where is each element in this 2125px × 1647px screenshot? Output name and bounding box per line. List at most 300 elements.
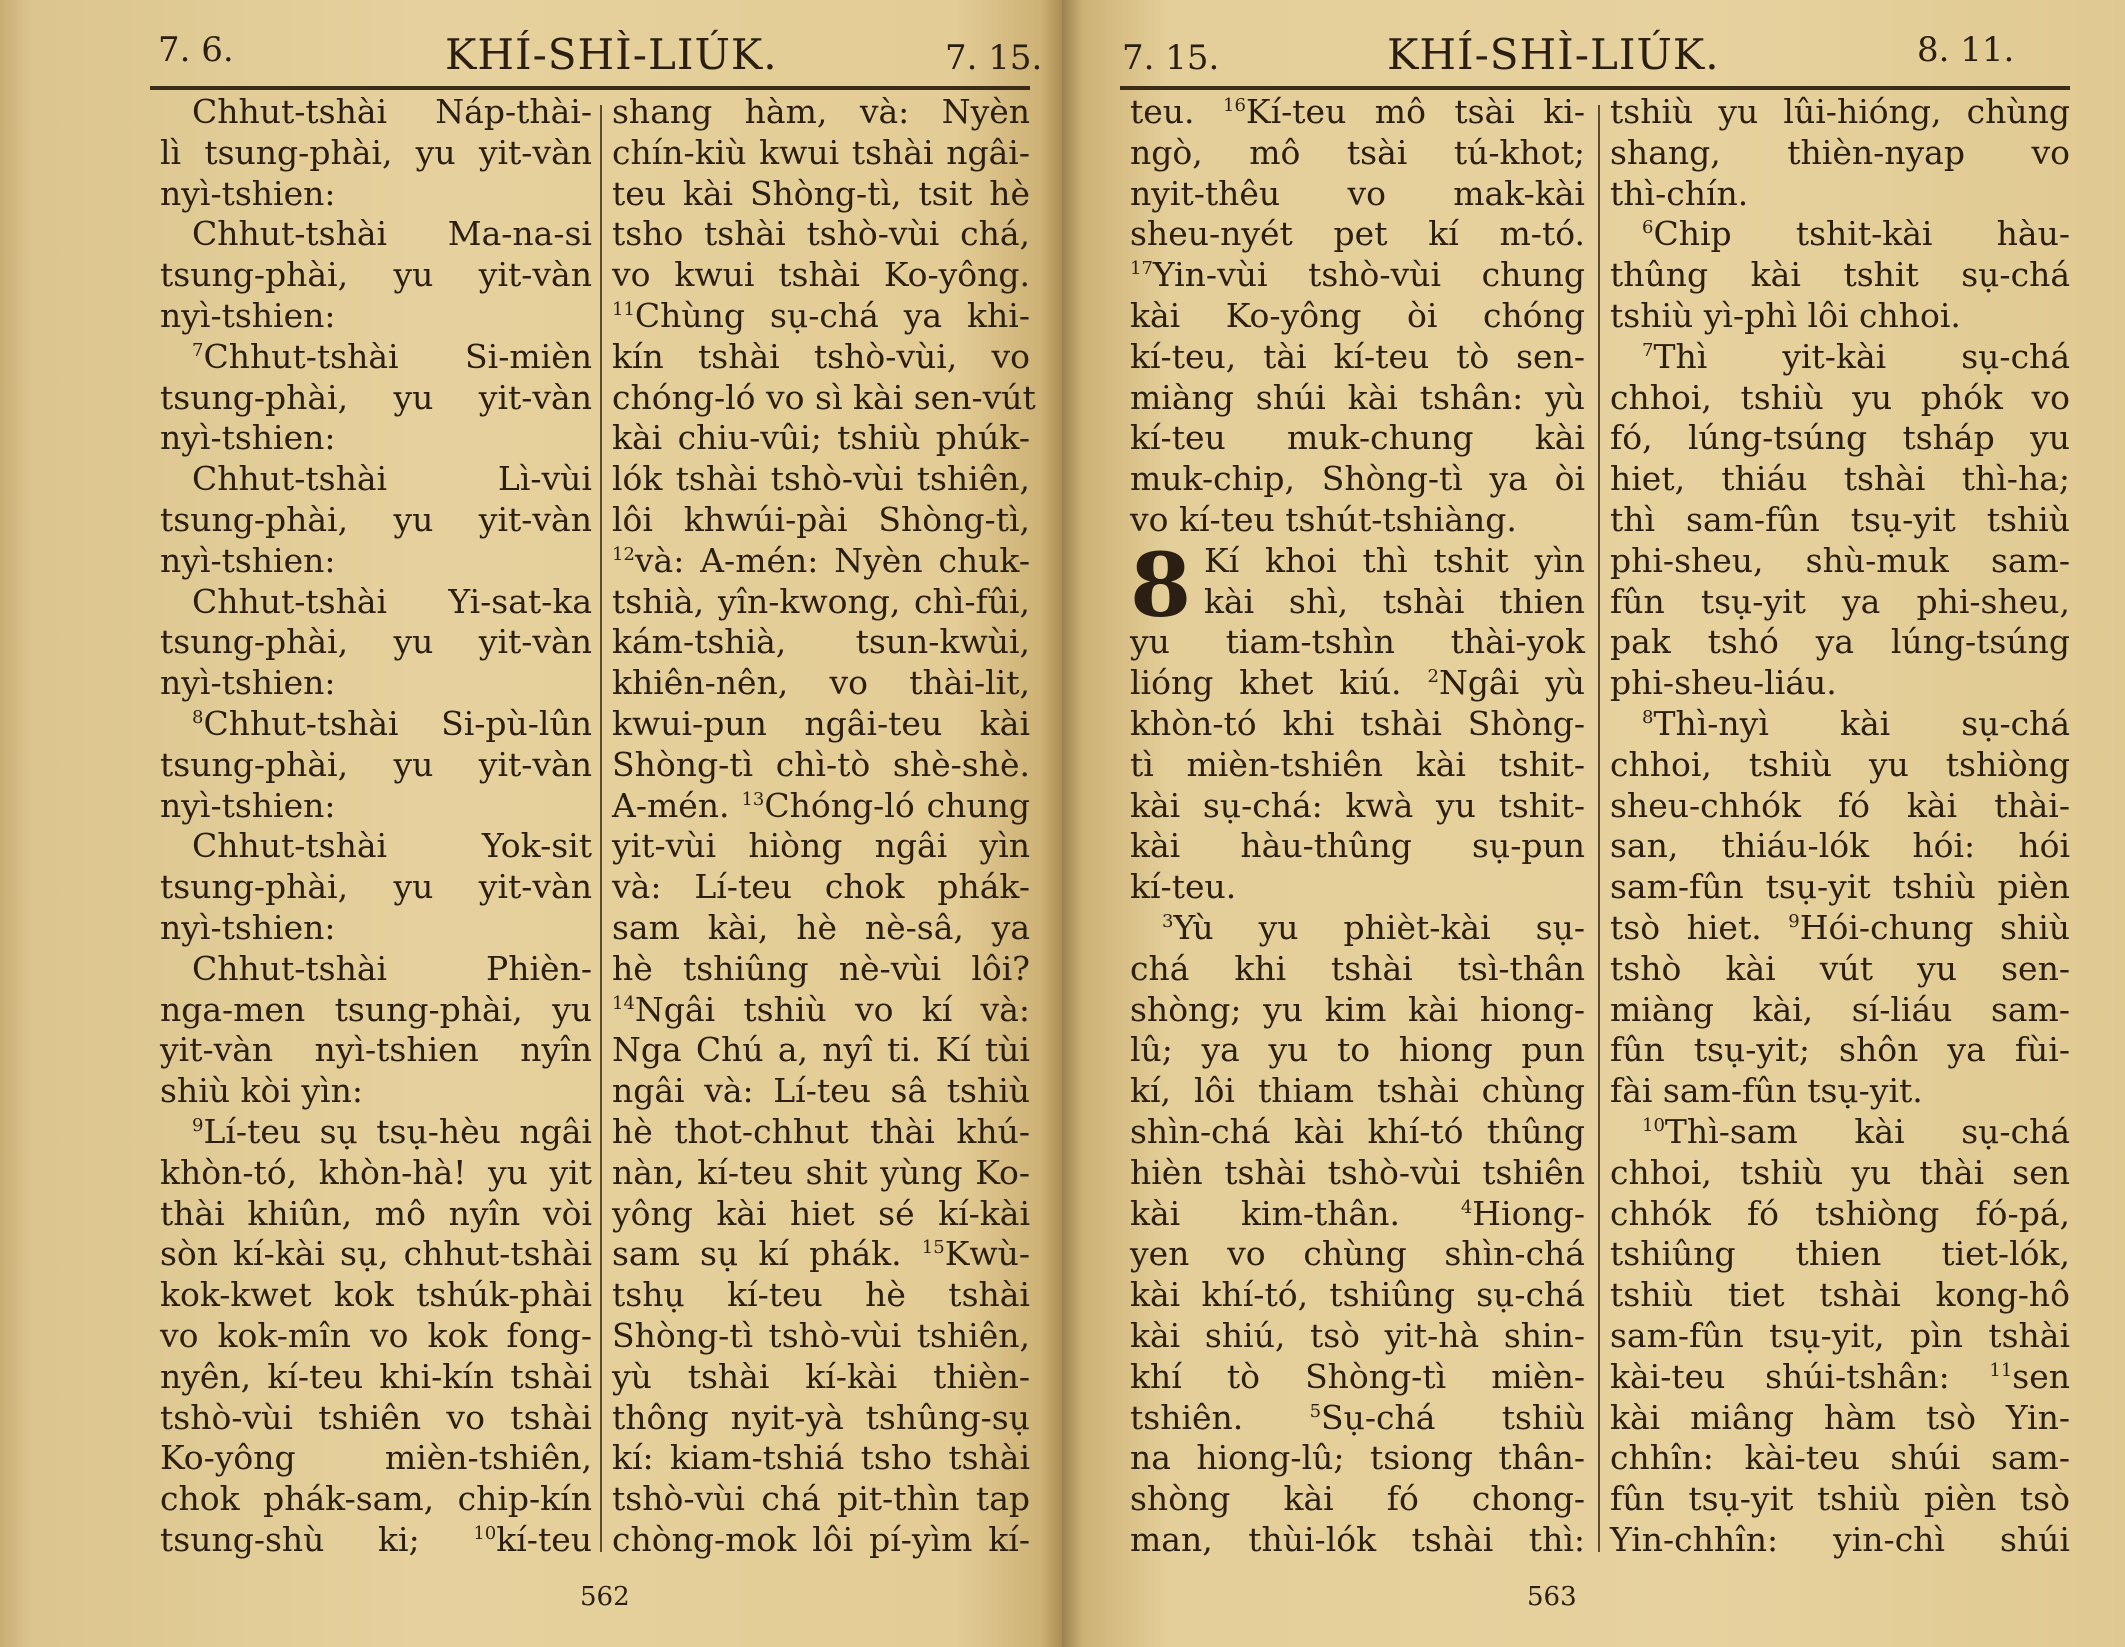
- left-page-number: 562: [580, 1582, 630, 1612]
- line-text: chá khi tshài tsì-thân: [1130, 948, 1585, 988]
- text-line: [160, 337, 592, 378]
- line-text: tshiûng thien tiet-lók,: [1610, 1234, 2070, 1274]
- line-text: miàng kài, sí-liáu sam-: [1610, 989, 2070, 1029]
- text-line: [1610, 174, 2070, 215]
- line-text: nyì-tshien:: [160, 173, 336, 213]
- left-header-rule: [150, 86, 1030, 90]
- text-line: [612, 867, 1030, 908]
- text-line: [612, 745, 1030, 786]
- right-page-number: 563: [1527, 1582, 1577, 1612]
- text-line: [612, 1479, 1030, 1520]
- line-text: tsung-phài, yu yit-vàn: [160, 255, 592, 295]
- line-text: tshò-vùi tshiên vo tshài: [160, 1397, 592, 1437]
- line-text: lû; ya yu to hiong pun: [1130, 1030, 1585, 1070]
- line-text: sòn kí-kài sụ, chhut-tshài: [160, 1234, 592, 1274]
- line-text: tsung-phài, yu yit-vàn: [160, 867, 592, 907]
- text-line: [1130, 867, 1585, 908]
- text-line: [1130, 1071, 1585, 1112]
- line-text: khí tò Shòng-tì mièn-: [1130, 1356, 1585, 1396]
- text-line: [1610, 296, 2070, 337]
- line-text: tshò-vùi chá pit-thìn tap: [612, 1479, 1030, 1519]
- line-text: thông nyit-yà tshûng-sụ: [612, 1397, 1030, 1437]
- text-line: [1610, 1275, 2070, 1316]
- line-text: tshiù yu lûi-hióng, chùng: [1610, 92, 2070, 131]
- line-text: kài Ko-yông òi chóng: [1130, 295, 1585, 335]
- text-line: [1610, 704, 2070, 745]
- line-text: nàn, kí-teu shit yùng Ko-: [612, 1152, 1030, 1192]
- line-text: và: A-mén: Nyèn chuk-: [634, 540, 1030, 580]
- text-line: [1610, 418, 2070, 459]
- line-text: kài khí-tó, tshiûng sụ-chá: [1130, 1275, 1585, 1315]
- verse-number: 5: [1309, 1400, 1322, 1422]
- text-line: [1610, 1398, 2070, 1439]
- text-line: [612, 1316, 1030, 1357]
- line-text: tsung-phài, yu yit-vàn: [160, 377, 592, 417]
- line-text: thì-chín.: [1610, 173, 1749, 213]
- line-text: Ngâi tshiù vo kí và:: [634, 989, 1030, 1029]
- line-text: Thì-sam kài sụ-chá: [1664, 1111, 2070, 1151]
- verse-number: 7: [192, 339, 204, 361]
- text-line: [160, 990, 592, 1031]
- line-text: khiên-nên, vo thài-lit,: [612, 663, 1030, 703]
- line-text: tì mièn-tshiên kài tshit-: [1130, 744, 1585, 784]
- text-line: [1130, 214, 1585, 255]
- line-text: tshiù tiet tshài kong-hô: [1610, 1275, 2070, 1315]
- chapter-start: [1130, 532, 1585, 637]
- verse-number: 11: [1989, 1359, 2013, 1381]
- text-line: [160, 214, 592, 255]
- line-text: Chip tshit-kài hàu-: [1653, 214, 2070, 254]
- text-line: [1610, 622, 2070, 663]
- text-line: [160, 296, 592, 337]
- text-line: [1610, 1194, 2070, 1235]
- line-text: nyên, kí-teu khi-kín tshài: [160, 1356, 592, 1396]
- text-line: [1610, 990, 2070, 1031]
- right-page-header: [1062, 22, 2125, 82]
- text-line: [160, 786, 592, 827]
- text-line: [1130, 1234, 1585, 1275]
- right-page: [1062, 0, 2125, 1647]
- verse-number: 11: [612, 298, 635, 320]
- line-text: tsung-phài, yu yit-vàn: [160, 499, 592, 539]
- line-text: kí-teu, tài kí-teu tò sen-: [1130, 336, 1585, 376]
- text-line: [160, 1438, 592, 1479]
- line-text: Nga Chú a, nyî ti. Kí tùi: [612, 1030, 1030, 1070]
- left-header-title: KHÍ-SHÌ-LIÚK.: [445, 30, 778, 79]
- line-text: nga-men tsung-phài, yu: [160, 989, 592, 1029]
- line-text: Chóng-ló chung: [764, 785, 1030, 825]
- line-text: shiù kòi yìn:: [160, 1071, 363, 1111]
- text-line: [1610, 1030, 2070, 1071]
- line-text: shòng kài fó chong-: [1130, 1479, 1585, 1519]
- line-text: và: Lí-teu chok phák-: [612, 867, 1030, 907]
- verse-number: 9: [192, 1114, 204, 1136]
- text-line: [160, 1153, 592, 1194]
- text-line: [1610, 867, 2070, 908]
- right-header-end-ref: 8. 11.: [1917, 30, 2015, 70]
- verse-number: 8: [1642, 706, 1654, 728]
- line-text: khòn-tó, khòn-hà! yu yit: [160, 1152, 592, 1192]
- text-line: [160, 500, 592, 541]
- text-line: [612, 1194, 1030, 1235]
- text-line: [612, 1357, 1030, 1398]
- chapter-number: 8: [1130, 532, 1192, 637]
- text-line: [612, 704, 1030, 745]
- text-line: [612, 500, 1030, 541]
- left-page: [0, 0, 1062, 1647]
- line-text: kí-teu: [496, 1519, 592, 1559]
- text-line: [1130, 255, 1585, 296]
- text-line: [160, 418, 592, 459]
- text-line: [160, 582, 592, 623]
- text-line: [160, 745, 592, 786]
- text-line: [160, 1112, 592, 1153]
- verse-number: 10: [473, 1522, 497, 1544]
- line-text: na hiong-lû; tsiong thân-: [1130, 1438, 1585, 1478]
- verse-number: 9: [1788, 910, 1800, 932]
- text-line: [1610, 214, 2070, 255]
- text-line: [1130, 826, 1585, 867]
- text-line: [1610, 1071, 2070, 1112]
- text-line: [1130, 92, 1585, 133]
- text-line: [612, 459, 1030, 500]
- text-line: [1130, 1438, 1585, 1479]
- line-text: Kí-teu mô tsài ki-: [1245, 92, 1585, 131]
- line-text: kí-teu muk-chung kài: [1130, 418, 1585, 458]
- text-line: [1130, 1194, 1585, 1235]
- line-text: vo kí-teu tshút-tshiàng.: [1130, 499, 1517, 539]
- text-line: [1130, 704, 1585, 745]
- text-line: [612, 1030, 1030, 1071]
- text-line: [1610, 663, 2070, 704]
- line-text: Lí-teu sụ tsụ-hèu ngâi: [203, 1111, 592, 1151]
- text-line: [612, 541, 1030, 582]
- text-line: [1610, 133, 2070, 174]
- line-text: tshiên.: [1130, 1397, 1244, 1437]
- line-text: Chhut-tshài Phièn-: [192, 948, 592, 988]
- text-line: [1130, 296, 1585, 337]
- line-text: tsung-phài, yu yit-vàn: [160, 622, 592, 662]
- text-line: [612, 1398, 1030, 1439]
- text-line: [1130, 1479, 1585, 1520]
- line-text: Ngâi yù: [1438, 663, 1585, 703]
- text-line: [612, 1071, 1030, 1112]
- line-text: tsho tshài tshò-vùi chá,: [612, 214, 1030, 254]
- text-line: [1610, 378, 2070, 419]
- verse-number: 8: [192, 706, 204, 728]
- line-text: Shòng-tì chì-tò shè-shè.: [612, 744, 1030, 784]
- text-line: [1130, 418, 1585, 459]
- line-text: tshò kài vút yu sen-: [1610, 948, 2070, 988]
- text-line: [612, 1520, 1030, 1561]
- line-text: nyì-tshien:: [160, 663, 336, 703]
- line-text: hè tshiûng nè-vùi lôi?: [612, 948, 1030, 988]
- line-text: kài kim-thân.: [1130, 1193, 1400, 1233]
- line-text: chhoi, tshiù yu thài sen: [1610, 1152, 2070, 1192]
- line-text: shìn-chá kài khí-tó thûng: [1130, 1111, 1585, 1151]
- line-text: vo kwui tshài Ko-yông.: [612, 255, 1030, 295]
- line-text: kài chiu-vûi; tshiù phúk-: [612, 418, 1030, 458]
- text-line: [1610, 1479, 2070, 1520]
- line-text: thì sam-fûn tsụ-yit tshiù: [1610, 499, 2070, 539]
- text-line: [1610, 1357, 2070, 1398]
- line-text: Shòng-tì tshò-vùi tshiên,: [612, 1315, 1030, 1355]
- line-text: tshiù yì-phì lôi chhoi.: [1610, 295, 1961, 335]
- text-line: [612, 92, 1030, 133]
- line-text: Chhut-tshài Ma-na-si: [192, 214, 592, 254]
- text-line: [1130, 459, 1585, 500]
- line-text: chok phák-sam, chip-kín: [160, 1479, 592, 1519]
- right-column-divider: [1598, 105, 1600, 1552]
- verse-number: 4: [1460, 1196, 1473, 1218]
- text-line: [1610, 1316, 2070, 1357]
- line-text: muk-chip, Shòng-tì ya òi: [1130, 459, 1585, 499]
- text-line: [612, 1234, 1030, 1275]
- line-text: kài shiú, tsò yit-hà shin-: [1130, 1315, 1585, 1355]
- line-text: fûn tsụ-yit; shôn ya fùi-: [1610, 1030, 2070, 1070]
- line-text: Thì-nyì kài sụ-chá: [1653, 703, 2070, 743]
- text-line: [1610, 745, 2070, 786]
- text-line: [1130, 1398, 1585, 1439]
- line-text: thài khiûn, mô nyîn vòi: [160, 1193, 592, 1233]
- line-text: chhoi, tshiù yu tshiòng: [1610, 744, 2070, 784]
- right-page-column-2: [1610, 92, 2070, 1565]
- line-text: Hiong-: [1472, 1193, 1585, 1233]
- text-line: [160, 908, 592, 949]
- text-line: [612, 949, 1030, 990]
- text-line: [160, 1030, 592, 1071]
- line-text: chhîn: kài-teu shúi sam-: [1610, 1438, 2070, 1478]
- text-line: [160, 826, 592, 867]
- text-line: [612, 786, 1030, 827]
- line-text: Chhut-tshài Náp-thài-: [192, 92, 592, 131]
- text-line: [612, 1112, 1030, 1153]
- line-text: kí: kiam-tshiá tsho tshài: [612, 1438, 1030, 1478]
- line-text: san, thiáu-lók hói: hói: [1610, 826, 2070, 866]
- verse-number: 6: [1642, 217, 1654, 239]
- verse-number: 2: [1427, 666, 1439, 688]
- text-line: [1130, 1520, 1585, 1561]
- text-line: [160, 378, 592, 419]
- text-line: [160, 1520, 592, 1561]
- text-line: [160, 1398, 592, 1439]
- line-text: tsung-phài, yu yit-vàn: [160, 744, 592, 784]
- text-line: [160, 663, 592, 704]
- text-line: [1130, 949, 1585, 990]
- text-line: [1610, 1234, 2070, 1275]
- chapter-second-line: kài shì, tshài thien: [1204, 581, 1585, 621]
- line-text: Yin-chhîn: yin-chì shúi: [1610, 1519, 2070, 1559]
- text-line: [160, 1234, 592, 1275]
- text-line: [1130, 786, 1585, 827]
- text-line: [1610, 1112, 2070, 1153]
- text-line: [160, 133, 592, 174]
- line-text: Chhut-tshài Si-mièn: [203, 336, 592, 376]
- line-text: Kwù-: [944, 1234, 1030, 1274]
- text-line: [1130, 174, 1585, 215]
- line-text: kín tshài tshò-vùi, vo: [612, 336, 1030, 376]
- text-line: [1130, 1275, 1585, 1316]
- line-text: vo kok-mîn vo kok fong-: [160, 1315, 592, 1355]
- text-line: [1130, 500, 1585, 541]
- line-text: phi-sheu, shù-muk sam-: [1610, 540, 2070, 580]
- text-line: [1610, 459, 2070, 500]
- line-text: yu tiam-tshìn thài-yok: [1130, 622, 1585, 662]
- text-line: [612, 990, 1030, 1031]
- line-text: tsò hiet.: [1610, 907, 1762, 947]
- line-text: A-mén.: [612, 785, 730, 825]
- line-text: ngò, mô tsài tú-khot;: [1130, 132, 1585, 172]
- text-line: [612, 255, 1030, 296]
- line-text: lióng khet kiú.: [1130, 663, 1402, 703]
- text-line: [160, 1275, 592, 1316]
- line-text: yit-vàn nyì-tshien nyîn: [160, 1030, 592, 1070]
- line-text: fûn tsụ-yit ya phi-sheu,: [1610, 581, 2070, 621]
- line-text: teu.: [1130, 92, 1195, 131]
- line-text: hè thot-chhut thài khú-: [612, 1111, 1030, 1151]
- text-line: [612, 296, 1030, 337]
- line-text: nyì-tshien:: [160, 418, 336, 458]
- text-line: [1130, 663, 1585, 704]
- line-text: tshụ kí-teu hè tshài: [612, 1275, 1030, 1315]
- text-line: [612, 622, 1030, 663]
- text-line: [1130, 908, 1585, 949]
- line-text: chòng-mok lôi pí-yìm kí-: [612, 1519, 1030, 1559]
- verse-number: 17: [1130, 258, 1153, 280]
- text-line: [612, 214, 1030, 255]
- text-line: [160, 1316, 592, 1357]
- text-line: [160, 1357, 592, 1398]
- text-line: [1610, 582, 2070, 623]
- text-line: [1610, 1153, 2070, 1194]
- text-line: [160, 704, 592, 745]
- line-text: kài miâng hàm tsò Yin-: [1610, 1397, 2070, 1437]
- line-text: Yin-vùi tshò-vùi chung: [1152, 255, 1585, 295]
- verse-number: 13: [741, 788, 765, 810]
- text-line: [1610, 500, 2070, 541]
- line-text: shang hàm, và: Nyèn: [612, 92, 1030, 131]
- text-line: [1610, 908, 2070, 949]
- text-line: [612, 1153, 1030, 1194]
- line-text: pak tshó ya lúng-tsúng: [1610, 622, 2070, 662]
- line-text: kok-kwet kok tshúk-phài: [160, 1275, 592, 1315]
- text-line: [612, 133, 1030, 174]
- text-line: [1610, 255, 2070, 296]
- line-text: kí-teu.: [1130, 867, 1237, 907]
- text-line: [612, 908, 1030, 949]
- line-text: yit-vùi hiòng ngâi yìn: [612, 826, 1030, 866]
- line-text: Chhut-tshài Si-pù-lûn: [203, 703, 592, 743]
- line-text: Sụ-chá tshiù: [1321, 1397, 1585, 1437]
- text-line: [160, 541, 592, 582]
- line-text: sheu-nyét pet kí m-tó.: [1130, 214, 1585, 254]
- line-text: shang, thièn-nyap vo: [1610, 132, 2070, 172]
- line-text: Chhut-tshài Lì-vùi: [192, 459, 592, 499]
- left-column-divider: [600, 105, 602, 1552]
- line-text: sam sụ kí phák.: [612, 1234, 902, 1274]
- line-text: phi-sheu-liáu.: [1610, 663, 1837, 703]
- text-line: [160, 867, 592, 908]
- text-line: [160, 622, 592, 663]
- line-text: miàng shúi kài tshân: yù: [1130, 377, 1585, 417]
- line-text: lì tsung-phài, yu yit-vàn: [160, 132, 592, 172]
- line-text: lôi khwúi-pài Shòng-tì,: [612, 499, 1030, 539]
- verse-number: 10: [1642, 1114, 1665, 1136]
- verse-number: 12: [612, 543, 635, 565]
- text-line: [160, 255, 592, 296]
- line-text: kí, lôi thiam tshài chùng: [1130, 1071, 1585, 1111]
- line-text: tshià, yîn-kwong, chì-fûi,: [612, 581, 1030, 621]
- text-line: [160, 949, 592, 990]
- line-text: nyit-thêu vo mak-kài: [1130, 173, 1585, 213]
- verse-number: 3: [1162, 910, 1174, 932]
- line-text: chhoi, tshiù yu phók vo: [1610, 377, 2070, 417]
- line-text: sheu-chhók fó kài thài-: [1610, 785, 2070, 825]
- text-line: [1130, 745, 1585, 786]
- line-text: ngâi và: Lí-teu sâ tshiù: [612, 1071, 1030, 1111]
- text-line: [1130, 622, 1585, 663]
- right-header-title: KHÍ-SHÌ-LIÚK.: [1387, 30, 1720, 79]
- text-line: [1610, 1438, 2070, 1479]
- text-line: [612, 582, 1030, 623]
- line-text: Hói-chung shiù: [1799, 907, 2070, 947]
- line-text: Ko-yông mièn-tshiên,: [160, 1438, 592, 1478]
- line-text: nyì-tshien:: [160, 907, 336, 947]
- line-text: chín-kiù kwui tshài ngâi-: [612, 132, 1030, 172]
- line-text: kài-teu shúi-tshân:: [1610, 1356, 1950, 1396]
- line-text: nyì-tshien:: [160, 295, 336, 335]
- line-text: yen vo chùng shìn-chá: [1130, 1234, 1585, 1274]
- line-text: Chhut-tshài Yi-sat-ka: [192, 581, 592, 621]
- text-line: [1130, 1316, 1585, 1357]
- left-page-header: [0, 22, 1062, 82]
- text-line: [1610, 826, 2070, 867]
- line-text: tsung-shù ki;: [160, 1519, 420, 1559]
- verse-number: 14: [612, 992, 635, 1014]
- text-line: [1130, 1030, 1585, 1071]
- line-text: sam-fûn tsụ-yit, pìn tshài: [1610, 1315, 2070, 1355]
- left-page-column-1: [160, 92, 592, 1565]
- text-line: [1130, 1153, 1585, 1194]
- right-page-column-1: [1130, 92, 1585, 1565]
- verse-number: 15: [921, 1237, 945, 1259]
- text-line: [612, 377, 1036, 419]
- verse-number: 7: [1642, 339, 1654, 361]
- line-text: sam-fûn tsụ-yit tshiù pièn: [1610, 867, 2070, 907]
- text-line: [1130, 133, 1585, 174]
- left-page-column-2: [612, 92, 1036, 1565]
- line-text: teu kài Shòng-tì, tsit hè: [612, 173, 1030, 213]
- text-line: [1130, 1112, 1585, 1153]
- text-line: [612, 418, 1030, 459]
- text-line: [160, 1479, 592, 1520]
- text-line: [612, 337, 1030, 378]
- line-text: thûng kài tshit sụ-chá: [1610, 255, 2070, 295]
- right-header-rule: [1120, 86, 2070, 90]
- line-text: fó, lúng-tsúng tsháp yu: [1610, 418, 2070, 458]
- verse-number: 16: [1223, 95, 1246, 116]
- text-line: [1610, 337, 2070, 378]
- line-text: kwui-pun ngâi-teu kài: [612, 703, 1030, 743]
- text-line: [160, 92, 592, 133]
- line-text: lók tshài tshò-vùi tshiên,: [612, 459, 1030, 499]
- line-text: sen: [2012, 1356, 2070, 1396]
- text-line: [1610, 1520, 2070, 1561]
- line-text: fài sam-fûn tsụ-yit.: [1610, 1071, 1923, 1111]
- line-text: Yù yu phièt-kài sụ-: [1173, 907, 1585, 947]
- line-text: nyì-tshien:: [160, 540, 336, 580]
- line-text: hiet, thiáu tshài thì-ha;: [1610, 459, 2070, 499]
